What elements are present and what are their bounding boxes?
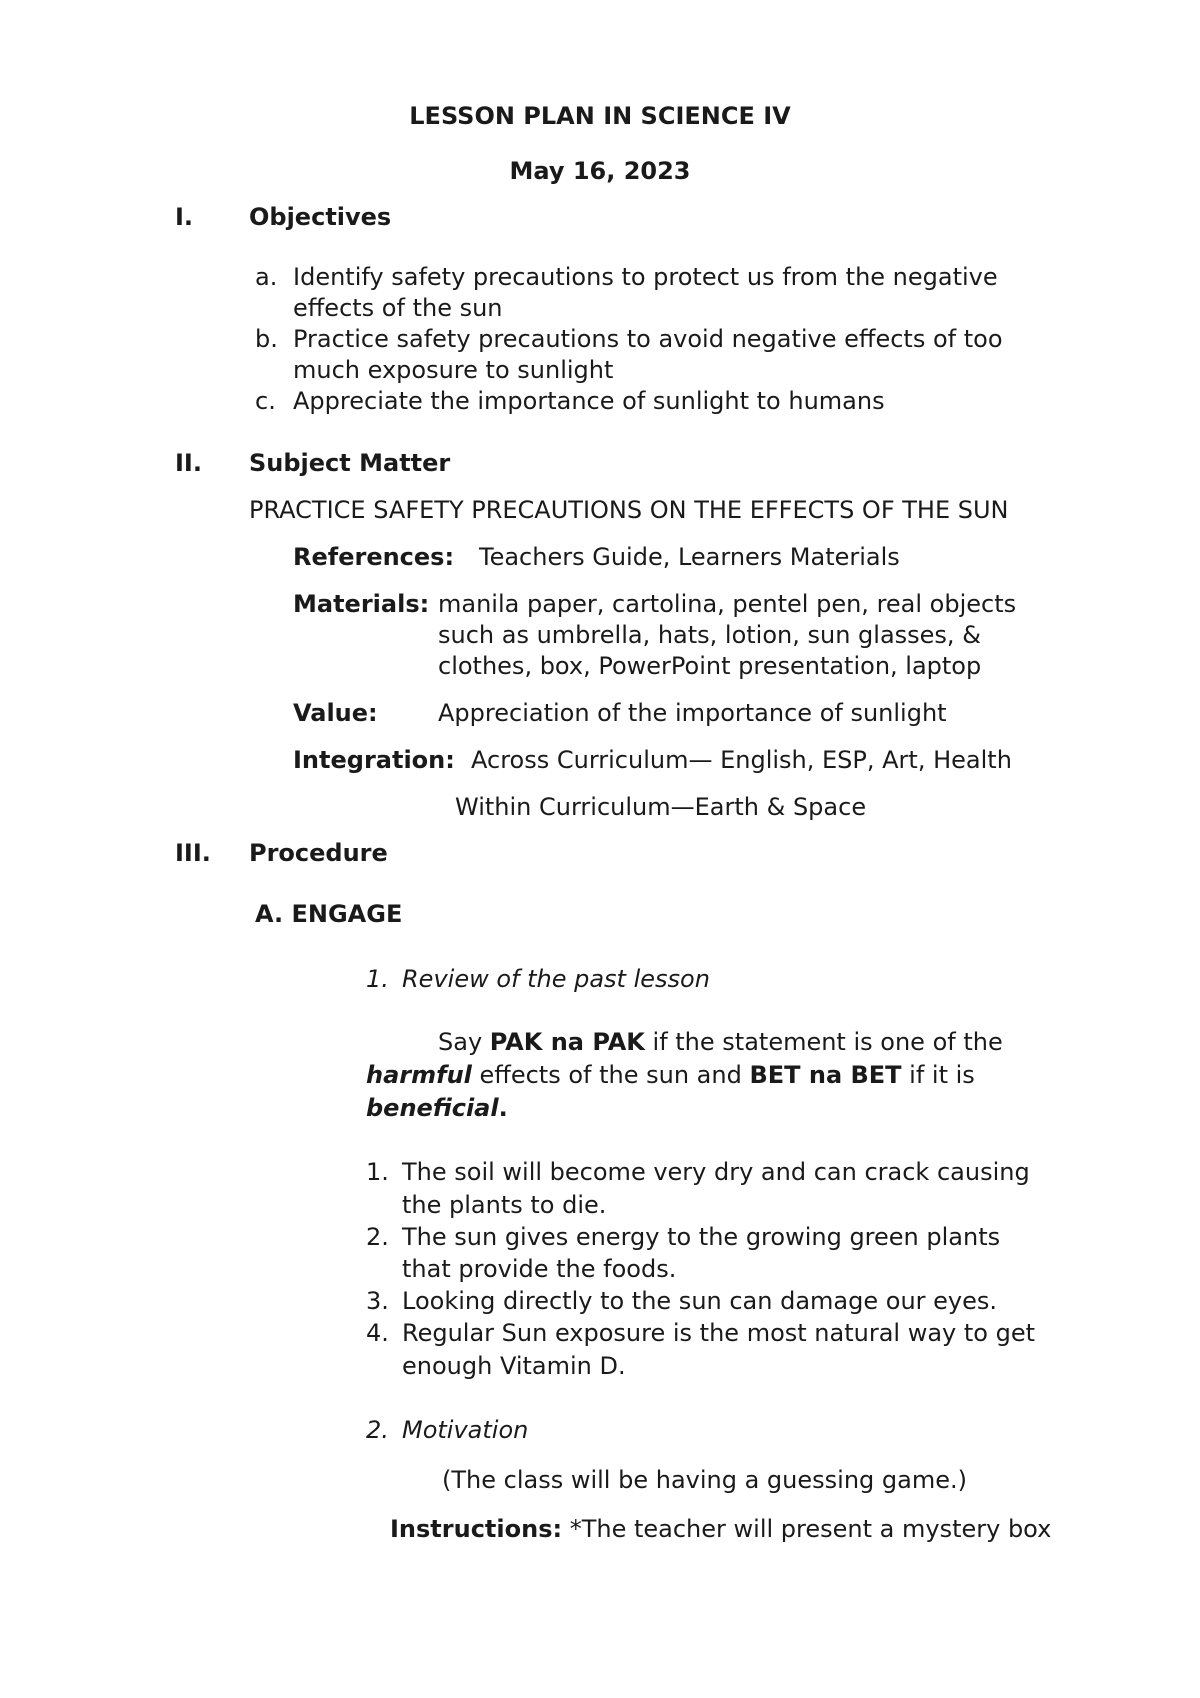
statement-text: Looking directly to the sun can damage our eyes. <box>402 1287 998 1315</box>
objective-letter: c. <box>255 387 276 415</box>
section-heading-subject-matter: Subject Matter <box>249 449 451 477</box>
step-number: 1. <box>366 965 389 993</box>
statement-text: the plants to die. <box>402 1191 607 1219</box>
instruction-text: effects of the sun and <box>471 1061 750 1089</box>
pak-na-pak: PAK na PAK <box>489 1028 645 1056</box>
motivation-note: (The class will be having a guessing game.) <box>442 1466 967 1494</box>
objective-text: Identify safety precautions to protect us from the negative <box>293 263 998 291</box>
integration-line: Within Curriculum—Earth & Space <box>455 793 867 821</box>
instruction-text: Say <box>438 1028 490 1056</box>
step-title: Motivation <box>402 1416 529 1444</box>
subheading-engage: A. ENGAGE <box>255 900 403 928</box>
instruction-text: if it is <box>901 1061 975 1089</box>
integration-label: Integration: <box>293 746 455 774</box>
materials-label: Materials: <box>293 590 430 618</box>
objective-text: effects of the sun <box>293 294 503 322</box>
instruction-text: . <box>498 1094 508 1122</box>
instructions-text: *The teacher will present a mystery box <box>562 1515 1052 1543</box>
integration-line: Across Curriculum— English, ESP, Art, Health <box>471 746 1012 774</box>
step-title: Review of the past lesson <box>402 965 710 993</box>
instruction-line <box>366 1093 508 1124</box>
objective-text: Practice safety precautions to avoid negative effects of too <box>293 325 1003 353</box>
statement-text: The soil will become very dry and can crack causing <box>402 1158 1030 1186</box>
references-value: Teachers Guide, Learners Materials <box>479 543 900 571</box>
instructions-line <box>390 1514 1051 1545</box>
section-numeral: III. <box>175 839 211 867</box>
section-heading-objectives: Objectives <box>249 203 392 231</box>
materials-line: clothes, box, PowerPoint presentation, laptop <box>438 652 982 680</box>
instruction-line <box>438 1027 1003 1058</box>
objective-letter: b. <box>255 325 278 353</box>
statement-number: 1. <box>366 1158 389 1186</box>
statement-text: that provide the foods. <box>402 1255 677 1283</box>
objective-letter: a. <box>255 263 278 291</box>
harmful-word: harmful <box>366 1061 472 1089</box>
instruction-text: if the statement is one of the <box>644 1028 1003 1056</box>
instruction-line <box>366 1060 975 1091</box>
statement-text: Regular Sun exposure is the most natural way to get <box>402 1319 1036 1347</box>
section-numeral: II. <box>175 449 202 477</box>
objective-text: much exposure to sunlight <box>293 356 614 384</box>
statement-number: 3. <box>366 1287 389 1315</box>
references-label: References: <box>293 543 455 571</box>
materials-line: such as umbrella, hats, lotion, sun glasses, & <box>438 621 981 649</box>
beneficial-word: beneficial <box>366 1094 499 1122</box>
statement-number: 4. <box>366 1319 389 1347</box>
step-number: 2. <box>366 1416 389 1444</box>
materials-line: manila paper, cartolina, pentel pen, real objects <box>438 590 1017 618</box>
statement-text: The sun gives energy to the growing green plants <box>402 1223 1001 1251</box>
bet-na-bet: BET na BET <box>749 1061 902 1089</box>
section-numeral: I. <box>175 203 194 231</box>
document-title: LESSON PLAN IN SCIENCE IV <box>409 102 791 130</box>
section-heading-procedure: Procedure <box>249 839 388 867</box>
value-text: Appreciation of the importance of sunlight <box>438 699 947 727</box>
statement-number: 2. <box>366 1223 389 1251</box>
objective-text: Appreciate the importance of sunlight to humans <box>293 387 885 415</box>
value-label: Value: <box>293 699 378 727</box>
document-date: May 16, 2023 <box>509 157 691 185</box>
instructions-label: Instructions: <box>390 1515 563 1543</box>
subject-topic: PRACTICE SAFETY PRECAUTIONS ON THE EFFECTS OF THE SUN <box>249 496 1009 524</box>
statement-text: enough Vitamin D. <box>402 1352 626 1380</box>
